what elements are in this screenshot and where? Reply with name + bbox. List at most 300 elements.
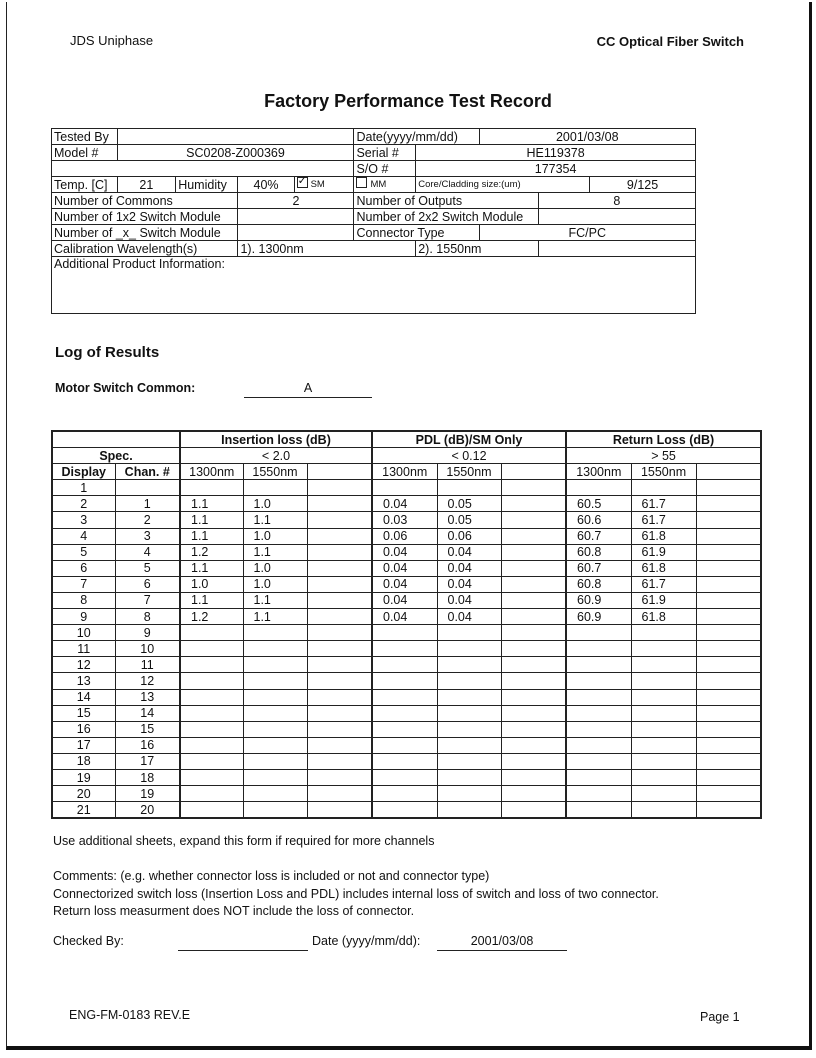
pdl-1550-cell [437,721,501,737]
il-1550-cell [243,480,307,496]
il-extra-cell [307,802,372,819]
rl-extra-cell [696,721,761,737]
motor-common-label: Motor Switch Common: [55,381,196,395]
pdl-1300-cell: 0.04 [372,609,437,625]
rl-1550-cell: 61.8 [631,560,696,576]
checked-date-label: Date (yyyy/mm/dd): [312,934,421,948]
spec-label: Spec. [52,448,180,464]
rl-extra-cell [696,576,761,592]
rl-extra-cell [696,609,761,625]
rl-1550-cell: 61.9 [631,592,696,608]
channel-cell: 19 [115,786,180,802]
calibration-1550: 2). 1550nm [416,241,538,257]
model-label: Model # [52,145,118,161]
channel-cell: 3 [115,528,180,544]
rl-extra-cell [696,689,761,705]
rl-1550-cell [631,786,696,802]
connector-label: Connector Type [354,225,479,241]
commons-value: 2 [238,193,354,209]
table-row [52,786,761,802]
corner-cell [52,431,180,448]
pdl-extra-cell [501,673,566,689]
display-cell: 5 [52,544,115,560]
display-header: Display [52,464,115,480]
table-row [52,673,761,689]
channel-cell: 12 [115,673,180,689]
pdl-1300-cell [372,673,437,689]
il-1550-cell [243,641,307,657]
rl-1300-cell: 60.6 [566,512,631,528]
temp-value: 21 [117,177,176,193]
date-label: Date(yyyy/mm/dd) [354,129,479,145]
rl-1550-cell: 61.7 [631,512,696,528]
rl-1300-cell [566,753,631,769]
il-extra-cell [307,609,372,625]
rl-1300-header: 1300nm [566,464,631,480]
channel-cell: 6 [115,576,180,592]
channel-header: Chan. # [115,464,180,480]
pdl-extra-cell [501,480,566,496]
page-number: Page 1 [700,1010,740,1024]
il-1300-cell [180,786,243,802]
model-value: SC0208-Z000369 [117,145,354,161]
rl-1550-cell: 61.7 [631,496,696,512]
rl-extra-cell [696,625,761,641]
display-cell: 2 [52,496,115,512]
il-extra-cell [307,641,372,657]
channel-cell: 1 [115,496,180,512]
rl-1300-cell [566,657,631,673]
pdl-1300-cell: 0.04 [372,560,437,576]
return-loss-spec: > 55 [566,448,761,464]
channel-cell: 5 [115,560,180,576]
il-1300-cell [180,737,243,753]
pdl-1300-cell [372,641,437,657]
il-1300-cell: 1.1 [180,512,243,528]
il-1300-cell: 1.2 [180,544,243,560]
serial-label: Serial # [354,145,416,161]
il-extra-cell [307,512,372,528]
display-cell: 15 [52,705,115,721]
pdl-extra-cell [501,528,566,544]
pdl-1550-cell: 0.04 [437,560,501,576]
form-number: ENG-FM-0183 REV.E [69,1008,191,1022]
il-extra-cell [307,721,372,737]
insertion-loss-header: Insertion loss (dB) [180,431,372,448]
pdl-extra-cell [501,705,566,721]
rl-1550-cell: 61.8 [631,528,696,544]
rl-extra-cell [696,657,761,673]
channel-cell: 8 [115,609,180,625]
product-name: CC Optical Fiber Switch [596,34,744,49]
table-row [52,576,761,592]
rl-1300-cell: 60.8 [566,544,631,560]
date-value: 2001/03/08 [479,129,696,145]
pdl-1550-cell: 0.06 [437,528,501,544]
display-cell: 4 [52,528,115,544]
il-1550-cell [243,786,307,802]
il-extra-cell [307,496,372,512]
page-title: Factory Performance Test Record [264,91,552,111]
rl-1300-cell [566,641,631,657]
pdl-1550-cell [437,753,501,769]
rl-1550-cell: 61.9 [631,544,696,560]
pdl-1550-cell [437,705,501,721]
table-row [52,609,761,625]
switch-x-value [238,225,354,241]
core-label: Core/Cladding size:(um) [416,177,590,193]
il-extra-cell [307,705,372,721]
rl-1300-cell: 60.9 [566,592,631,608]
rl-extra-cell [696,512,761,528]
comments-line: Connectorized switch loss (Insertion Loss and PDL) includes internal loss of switch and loss of two connector. [53,886,659,901]
il-extra-cell [307,528,372,544]
signature-line [178,935,308,951]
il-1550-cell: 1.0 [243,576,307,592]
pdl-extra-cell [501,560,566,576]
table-row [52,753,761,769]
pdl-1550-cell [437,786,501,802]
il-1300-cell [180,480,243,496]
il-1300-cell [180,753,243,769]
rl-1300-cell [566,625,631,641]
rl-1300-cell: 60.5 [566,496,631,512]
pdl-extra-cell [501,657,566,673]
channel-cell: 4 [115,544,180,560]
pdl-1300-cell [372,786,437,802]
rl-1300-cell [566,721,631,737]
display-cell: 16 [52,721,115,737]
channel-cell: 9 [115,625,180,641]
rl-extra-cell [696,705,761,721]
rl-1300-cell [566,673,631,689]
channel-cell: 11 [115,657,180,673]
product-info-table [51,128,696,314]
company-name: JDS Uniphase [70,33,154,48]
table-row [52,528,761,544]
calibration-1300: 1). 1300nm [238,241,416,257]
pdl-1550-cell: 0.04 [437,544,501,560]
pdl-1300-cell: 0.04 [372,544,437,560]
pdl-1550-cell: 0.05 [437,512,501,528]
il-1550-header: 1550nm [243,464,307,480]
il-1550-cell: 1.0 [243,528,307,544]
pdl-spec: < 0.12 [372,448,566,464]
rl-1300-cell [566,786,631,802]
pdl-extra-cell [501,641,566,657]
rl-1550-cell [631,769,696,785]
il-1550-cell [243,753,307,769]
pdl-1300-cell: 0.03 [372,512,437,528]
il-1300-cell: 1.2 [180,609,243,625]
channel-cell: 14 [115,705,180,721]
il-1300-cell [180,641,243,657]
additional-info: Additional Product Information: [52,257,696,314]
il-1300-cell: 1.1 [180,592,243,608]
rl-1550-cell [631,625,696,641]
insertion-loss-spec: < 2.0 [180,448,372,464]
channel-cell: 18 [115,769,180,785]
display-cell: 1 [52,480,115,496]
il-extra-cell [307,544,372,560]
pdl-extra-cell [501,576,566,592]
display-cell: 13 [52,673,115,689]
table-row [52,737,761,753]
calibration-blank [538,241,695,257]
il-extra-cell [307,592,372,608]
rl-1300-cell [566,802,631,819]
pdl-extra-cell [501,786,566,802]
pdl-extra-cell [501,753,566,769]
rl-extra-cell [696,769,761,785]
rl-1550-cell [631,737,696,753]
table-row [52,480,761,496]
pdl-extra-cell [501,512,566,528]
il-1300-cell [180,705,243,721]
table-row [52,657,761,673]
rl-1550-cell [631,802,696,819]
pdl-1300-cell: 0.04 [372,576,437,592]
pdl-extra-header [501,464,566,480]
comments-line: Comments: (e.g. whether connector loss is included or not and connector type) [53,869,490,883]
channel-cell: 7 [115,592,180,608]
pdl-1300-cell [372,753,437,769]
display-cell: 14 [52,689,115,705]
rl-1550-cell [631,753,696,769]
pdl-1300-cell [372,721,437,737]
rl-1300-cell [566,689,631,705]
channel-cell: 20 [115,802,180,819]
il-1300-cell: 1.1 [180,496,243,512]
outputs-label: Number of Outputs [354,193,538,209]
temp-label: Temp. [C] [52,177,118,193]
il-1300-cell: 1.1 [180,528,243,544]
switch-1x2-value [238,209,354,225]
comments-line: Return loss measurment does NOT include the loss of connector. [53,904,415,918]
il-1550-cell [243,705,307,721]
pdl-1550-cell [437,641,501,657]
rl-extra-cell [696,641,761,657]
il-extra-cell [307,673,372,689]
display-cell: 7 [52,576,115,592]
rl-1550-cell [631,657,696,673]
rl-extra-cell [696,560,761,576]
rl-1550-cell [631,480,696,496]
il-1550-cell [243,721,307,737]
il-1550-cell: 1.0 [243,496,307,512]
pdl-1550-header: 1550nm [437,464,501,480]
pdl-extra-cell [501,496,566,512]
rl-extra-cell [696,544,761,560]
pdl-extra-cell [501,737,566,753]
il-1550-cell [243,802,307,819]
pdl-1550-cell: 0.04 [437,609,501,625]
sm-checkbox[interactable] [294,177,354,193]
outputs-value: 8 [538,193,695,209]
display-cell: 11 [52,641,115,657]
pdl-1550-cell [437,737,501,753]
rl-1550-cell: 61.7 [631,576,696,592]
table-row [52,512,761,528]
pdl-extra-cell [501,769,566,785]
pdl-1550-cell: 0.05 [437,496,501,512]
il-extra-header [307,464,372,480]
rl-1300-cell: 60.7 [566,528,631,544]
return-loss-header: Return Loss (dB) [566,431,761,448]
display-cell: 9 [52,609,115,625]
rl-1300-cell: 60.9 [566,609,631,625]
il-1550-cell: 1.1 [243,609,307,625]
display-cell: 3 [52,512,115,528]
il-1550-cell: 1.1 [243,512,307,528]
rl-extra-cell [696,496,761,512]
display-cell: 10 [52,625,115,641]
pdl-1300-cell [372,689,437,705]
humidity-value: 40% [238,177,294,193]
checkbox-empty-icon [356,177,367,188]
checked-date-value: 2001/03/08 [437,934,567,951]
pdl-1300-header: 1300nm [372,464,437,480]
il-extra-cell [307,737,372,753]
rl-extra-cell [696,673,761,689]
table-row [52,721,761,737]
pdl-1300-cell [372,705,437,721]
rl-1300-cell [566,737,631,753]
rl-1550-cell [631,673,696,689]
il-1300-cell [180,673,243,689]
il-1550-cell [243,673,307,689]
rl-extra-header [696,464,761,480]
il-extra-cell [307,689,372,705]
switch-x-label: Number of _x_ Switch Module [52,225,238,241]
comments-block [53,868,659,921]
tested-by-label: Tested By [52,129,118,145]
rl-extra-cell [696,753,761,769]
results-table [51,430,762,819]
pdl-1300-cell: 0.04 [372,496,437,512]
channel-cell: 10 [115,641,180,657]
channel-cell: 16 [115,737,180,753]
il-1550-cell [243,737,307,753]
channel-cell: 17 [115,753,180,769]
il-1550-cell: 1.1 [243,544,307,560]
humidity-label: Humidity [176,177,238,193]
il-1550-cell [243,689,307,705]
table-row [52,689,761,705]
rl-1550-cell: 61.8 [631,609,696,625]
rl-extra-cell [696,480,761,496]
tested-by-value [117,129,354,145]
channel-cell: 2 [115,512,180,528]
so-label: S/O # [354,161,416,177]
motor-common-value: A [244,381,372,398]
rl-1300-cell [566,480,631,496]
display-cell: 19 [52,769,115,785]
display-cell: 21 [52,802,115,819]
pdl-extra-cell [501,592,566,608]
il-1550-cell [243,625,307,641]
il-extra-cell [307,769,372,785]
rl-1300-cell [566,705,631,721]
pdl-1300-cell: 0.06 [372,528,437,544]
connector-value: FC/PC [479,225,696,241]
il-1550-cell: 1.0 [243,560,307,576]
il-extra-cell [307,753,372,769]
il-1300-cell [180,721,243,737]
rl-1550-cell [631,721,696,737]
pdl-1300-cell [372,625,437,641]
il-1550-cell: 1.1 [243,592,307,608]
il-extra-cell [307,480,372,496]
switch-1x2-label: Number of 1x2 Switch Module [52,209,238,225]
table-row [52,544,761,560]
pdl-extra-cell [501,544,566,560]
il-extra-cell [307,576,372,592]
switch-2x2-label: Number of 2x2 Switch Module [354,209,538,225]
table-row [52,641,761,657]
il-1550-cell [243,657,307,673]
il-1300-cell: 1.1 [180,560,243,576]
pdl-header: PDL (dB)/SM Only [372,431,566,448]
checked-by-label: Checked By: [53,934,124,948]
il-extra-cell [307,657,372,673]
pdl-1300-cell: 0.04 [372,592,437,608]
display-cell: 20 [52,786,115,802]
results-body [52,480,761,818]
pdl-1550-cell [437,689,501,705]
display-cell: 18 [52,753,115,769]
mm-checkbox[interactable] [354,177,416,193]
table-row [52,592,761,608]
il-1300-header: 1300nm [180,464,243,480]
switch-2x2-value [538,209,695,225]
display-cell: 8 [52,592,115,608]
calibration-label: Calibration Wavelength(s) [52,241,238,257]
pdl-1550-cell: 0.04 [437,592,501,608]
pdl-1550-cell [437,625,501,641]
pdl-extra-cell [501,689,566,705]
model-blank [52,161,354,177]
commons-label: Number of Commons [52,193,238,209]
pdl-1550-cell [437,480,501,496]
display-cell: 12 [52,657,115,673]
rl-1550-cell [631,689,696,705]
channel-cell [115,480,180,496]
pdl-extra-cell [501,802,566,819]
il-1550-cell [243,769,307,785]
additional-sheets-note: Use additional sheets, expand this form if required for more channels [53,834,435,848]
pdl-extra-cell [501,609,566,625]
pdl-1300-cell [372,657,437,673]
il-extra-cell [307,786,372,802]
table-row [52,705,761,721]
pdl-1550-cell [437,673,501,689]
pdl-extra-cell [501,625,566,641]
pdl-1550-cell: 0.04 [437,576,501,592]
table-row [52,496,761,512]
il-1300-cell [180,689,243,705]
display-cell: 6 [52,560,115,576]
serial-value: HE119378 [416,145,696,161]
core-value: 9/125 [590,177,696,193]
table-row [52,802,761,819]
il-extra-cell [307,625,372,641]
rl-extra-cell [696,737,761,753]
il-1300-cell [180,802,243,819]
pdl-1300-cell [372,480,437,496]
pdl-1550-cell [437,769,501,785]
rl-extra-cell [696,528,761,544]
